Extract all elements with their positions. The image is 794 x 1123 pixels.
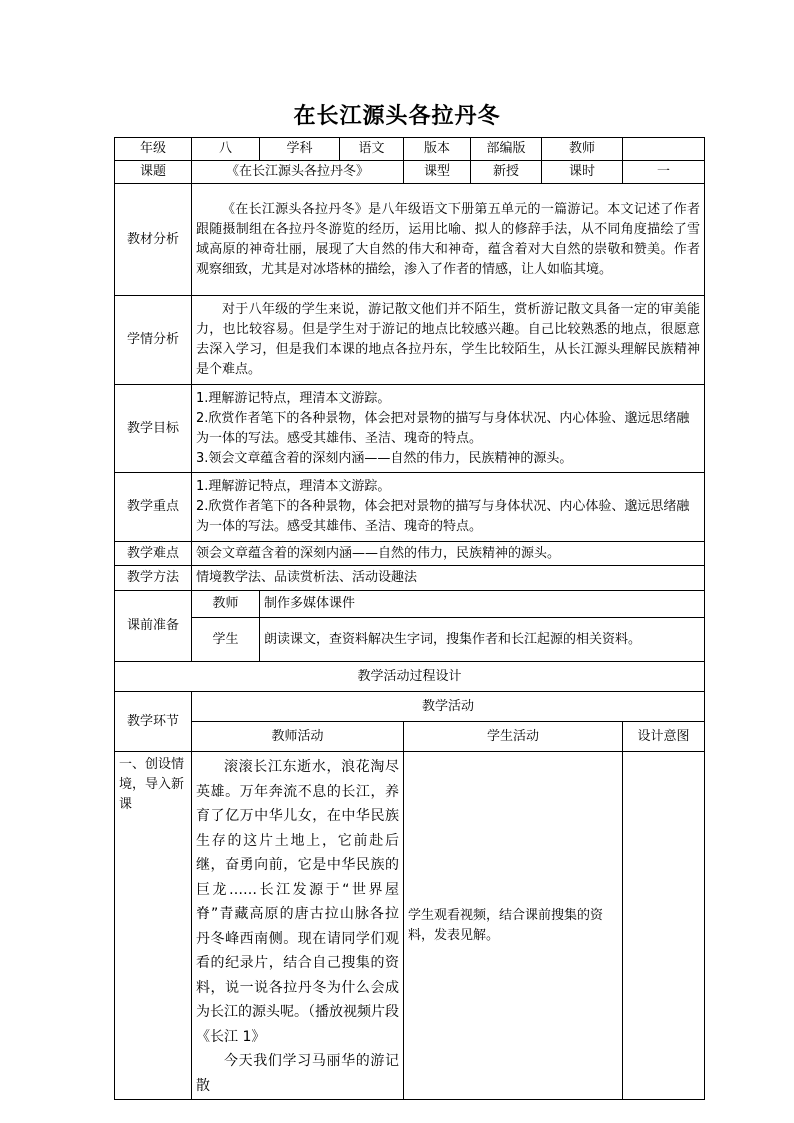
- design-intent-header: 设计意图: [623, 722, 705, 752]
- objective-item: 3.领会文章蕴含着的深刻内涵——自然的伟力，民族精神的源头。: [196, 450, 573, 466]
- info-row-1: [115, 138, 705, 161]
- difficulty-text: 领会文章蕴含着的深刻内涵——自然的伟力，民族精神的源头。: [192, 542, 705, 566]
- grade-value: 八: [192, 138, 260, 161]
- process-title: 教学活动过程设计: [115, 662, 705, 692]
- process-header-row-2: [115, 722, 705, 752]
- learner-analysis-row: [115, 296, 705, 385]
- lesson-plan-table: [114, 137, 705, 1100]
- activity-header: 教学活动: [192, 692, 705, 722]
- teacher-label: 教师: [542, 138, 623, 161]
- student-activity-text: 学生观看视频，结合课前搜集的资料，发表见解。: [404, 752, 623, 1100]
- period-value: 一: [623, 161, 705, 184]
- teacher-activity-text: 滚滚长江东逝水，浪花淘尽英雄。万年奔流不息的长江，养育了亿万中华儿女，在中华民族生存的这片土地上，它前赴后继，奋勇向前，它是中华民族的巨龙……长江发源于“世界屋脊”青藏高原的唐古拉山脉各拉丹冬峰西南侧。现在请同学们观看的纪录片，结合自己搜集的资料，说一说各拉丹冬为什么会成为长江的源头呢。（播放视频片段《长江 1》: [196, 759, 399, 1045]
- material-analysis-label: 教材分析: [115, 184, 192, 296]
- prep-teacher-label: 教师: [192, 591, 260, 618]
- objectives-row: [115, 385, 705, 473]
- key-points-cell: [192, 473, 705, 542]
- learner-analysis-text: 对于八年级的学生来说，游记散文他们并不陌生，赏析游记散文具备一定的审美能力，也比较容易。但是学生对于游记的地点比较感兴趣。自己比较熟悉的地点，很愿意去深入学习，但是我们本课的地点各拉丹东，学生比较陌生，从长江源头理解民族精神是个难点。: [196, 302, 700, 377]
- lesson-type-label: 课型: [404, 161, 471, 184]
- student-activity-header: 学生活动: [404, 722, 623, 752]
- prep-student-row: [115, 618, 705, 662]
- prep-teacher-row: [115, 591, 705, 618]
- methods-row: [115, 566, 705, 591]
- learner-analysis-cell: [192, 296, 705, 385]
- grade-label: 年级: [115, 138, 192, 161]
- material-analysis-text: 《在长江源头各拉丹冬》是八年级语文下册第五单元的一篇游记。本文记述了作者跟随摄制组在各拉丹冬游览的经历，运用比喻、拟人的修辞手法，从不同角度描绘了雪域高原的神奇壮丽，展现了大自然的伟大和神奇，蕴含着对大自然的崇敬和赞美。作者观察细致，尤其是对冰塔林的描绘，渗入了作者的情感，让人如临其境。: [196, 201, 700, 277]
- methods-label: 教学方法: [115, 566, 192, 591]
- objectives-cell: [192, 385, 705, 473]
- material-analysis-cell: [192, 184, 705, 296]
- teacher-activity-cell: [192, 752, 404, 1100]
- edition-label: 版本: [404, 138, 471, 161]
- difficulty-row: [115, 542, 705, 566]
- prep-student-label: 学生: [192, 618, 260, 662]
- process-title-row: [115, 662, 705, 692]
- info-row-2: [115, 161, 705, 184]
- edition-value: 部编版: [471, 138, 542, 161]
- key-point-item: 2.欣赏作者笔下的各种景物，体会把对景物的描写与身体状况、内心体验、邈远思绪融为一体的写法。感受其雄伟、圣洁、瑰奇的特点。: [196, 499, 690, 534]
- objective-item: 1.理解游记特点，理清本文游踪。: [196, 390, 391, 406]
- key-point-item: 1.理解游记特点，理清本文游踪。: [196, 479, 391, 494]
- topic-label: 课题: [115, 161, 192, 184]
- subject-label: 学科: [260, 138, 340, 161]
- period-label: 课时: [542, 161, 623, 184]
- teacher-value: [623, 138, 705, 161]
- stage-header: 教学环节: [115, 692, 192, 752]
- objective-item: 2.欣赏作者笔下的各种景物，体会把对景物的描写与身体状况、内心体验、邈远思绪融为一体的写法。感受其雄伟、圣洁、瑰奇的特点。: [196, 410, 690, 446]
- process-header-row-1: [115, 692, 705, 722]
- key-points-row: [115, 473, 705, 542]
- material-analysis-row: [115, 184, 705, 296]
- stage-row: [115, 752, 705, 1100]
- learner-analysis-label: 学情分析: [115, 296, 192, 385]
- prep-student-text: 朗读课文，查资料解决生字词，搜集作者和长江起源的相关资料。: [260, 618, 705, 662]
- difficulty-label: 教学难点: [115, 542, 192, 566]
- objectives-label: 教学目标: [115, 385, 192, 473]
- teacher-activity-header: 教师活动: [192, 722, 404, 752]
- methods-text: 情境教学法、品读赏析法、活动设趣法: [192, 566, 705, 591]
- key-points-label: 教学重点: [115, 473, 192, 542]
- page-title: 在长江源头各拉丹冬: [293, 103, 501, 129]
- subject-value: 语文: [340, 138, 404, 161]
- prep-label: 课前准备: [115, 591, 192, 662]
- design-intent-text: [623, 752, 705, 1100]
- stage-name: 一、创设情境，导入新课: [115, 752, 192, 1100]
- prep-teacher-text: 制作多媒体课件: [260, 591, 705, 618]
- topic-value: 《在长江源头各拉丹冬》: [192, 161, 404, 184]
- lesson-type-value: 新授: [471, 161, 542, 184]
- teacher-activity-text-continued: 今天我们学习马丽华的游记散: [196, 1053, 399, 1094]
